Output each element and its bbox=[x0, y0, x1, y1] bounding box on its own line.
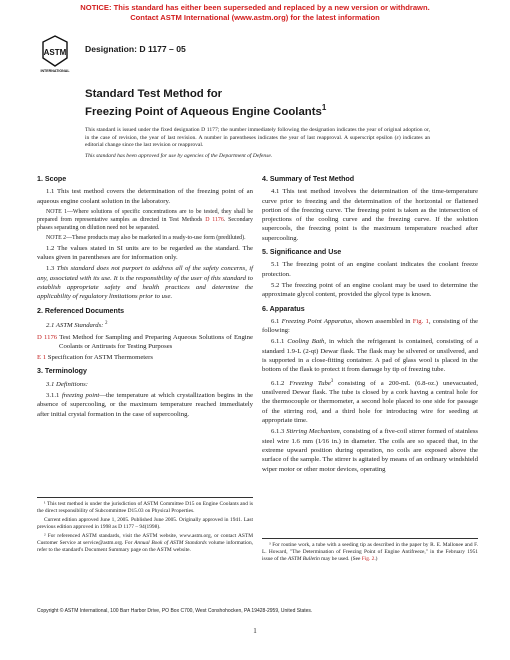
svg-text:ASTM: ASTM bbox=[43, 48, 67, 57]
note-2: NOTE 2—These products may also be marketed in a ready-to-use form (prediluted). bbox=[46, 234, 246, 241]
svg-text:INTERNATIONAL: INTERNATIONAL bbox=[40, 69, 70, 73]
right-column bbox=[262, 170, 478, 476]
footnotes-left bbox=[37, 497, 253, 556]
para-6-1-2: 6.1.2 Freezing Tube$^3$ consisting of a 200-mL (6.8-oz.) unevacuated, unsilvered Dewar flask. The tube is closed by a cork having a central hole for the thermocouple or thermometer, a second hole placed to one side for passage of the stirring rod, and a third hole for introducing wire for seeding at appropriate time. bbox=[262, 378, 479, 425]
ref-item-d1176: D 1176 Test Method for Sampling and Preparing Aqueous Solutions of Engine Coolants or Antirusts for Testing Purposes bbox=[37, 333, 253, 350]
para-1-1: 1.1 This test method covers the determination of the freezing point of an aqueous engine coolant solution in the laboratory. bbox=[37, 188, 253, 205]
notice-line-1: NOTICE: This standard has either been superseded and replaced by a new version or withdrawn. bbox=[80, 3, 430, 12]
link-fig-2[interactable]: Fig. 2 bbox=[361, 556, 375, 562]
link-ref-e1[interactable]: E 1 bbox=[37, 354, 47, 362]
para-3-1-1: 3.1.1 freezing point—the temperature at which crystallization begins in the absence of supercooling, or the maximum temperature reached immediately after initial crystal formation in the case of supercooling. bbox=[37, 391, 253, 418]
heading-significance: 5. Significance and Use bbox=[262, 248, 342, 257]
astm-logo bbox=[40, 34, 70, 74]
para-1-2: 1.2 The values stated in SI units are to be regarded as the standard. The values given in parentheses are for information only. bbox=[37, 244, 253, 262]
para-5-2: 5.2 The freezing point of an engine coolant may be used to determine the approximate glycol content, provided the glycol type is known. bbox=[262, 281, 478, 299]
heading-scope: 1. Scope bbox=[37, 175, 67, 183]
footnote-3: ³ For routine work, a tube with a seeding tip as described in the paper by R. E. Mallonee and F. L. Howard, "The Determination of Freezing Point of Engine Antifreeze," in the February 1951 issue of the ASTM Bulletin may be used. (See Fig. 2.) bbox=[262, 542, 478, 562]
para-2-1: 2.1 ASTM Standards: $^2$ bbox=[46, 320, 108, 330]
para-3-1: 3.1 Definitions: bbox=[46, 380, 88, 388]
link-d1176[interactable]: D 1176 bbox=[205, 216, 224, 223]
para-6-1-1: 6.1.1 Cooling Bath, in which the refrigerant is contained, consisting of a standard 1.9-L (2-qt) Dewar flask. The flask may be silvered or unsilvered, and is supported in a close-fitting container. A pad of glass wool is placed in the bottom of the flask to protect it from damage by tip of freezing tube. bbox=[262, 338, 479, 374]
ref-item-e1: E 1 Specification for ASTM Thermometers bbox=[37, 354, 153, 362]
footnote-1-edition: Current edition approved June 1, 2005. Published June 2005. Originally approved in 1941. Last previous edition approved in 1998 as D 1177 – 94(1998). bbox=[37, 517, 253, 530]
para-6-1: 6.1 Freezing Point Apparatus, shown assembled in Fig. 1, consisting of the following: bbox=[262, 317, 478, 335]
heading-referenced-documents: 2. Referenced Documents bbox=[37, 306, 125, 315]
footnotes-right bbox=[262, 538, 478, 565]
heading-apparatus: 6. Apparatus bbox=[262, 304, 305, 313]
copyright-line: Copyright © ASTM International, 100 Barr Harbor Drive, PO Box C700, West Conshohocken, PA 19428-2959, United States. bbox=[37, 608, 313, 614]
notice-line-2: Contact ASTM International (www.astm.org) for the latest information bbox=[130, 13, 380, 22]
document-title bbox=[85, 88, 326, 119]
footnote-2: ² For referenced ASTM standards, visit the ASTM website, www.astm.org, or contact ASTM Customer Service at service@astm.org. For Annual Book of ASTM Standards volume information, refer to the standard's Document Summary page on the ASTM website. bbox=[37, 533, 253, 553]
heading-summary: 4. Summary of Test Method bbox=[262, 175, 355, 183]
para-5-1: 5.1 The freezing point of an engine coolant indicates the coolant freeze protection. bbox=[262, 261, 478, 278]
footnote-1: ¹ This test method is under the jurisdiction of ASTM Committee D15 on Engine Coolants and is the direct responsibility of Subcommittee D15.03 on Physical Properties. bbox=[37, 501, 253, 514]
issuance-statement: This standard is issued under the fixed designation D 1177; the number immediately following the designation indicates the year of original adoption or, in the case of revision, the year of last revision. A number in parentheses indicates the year of last reapproval. A superscript epsilon (ε) indicates an editorial change since the last revision or reapproval. bbox=[85, 127, 430, 149]
designation: Designation: D 1177 – 05 bbox=[85, 44, 186, 54]
title-line-2: Freezing Point of Aqueous Engine Coolants$^1$ bbox=[85, 103, 327, 118]
para-1-3: 1.3 This standard does not purport to address all of the safety concerns, if any, associated with its use. It is the responsibility of the user of this standard to establish appropriate safety and health practices and determine the applicability of regulatory limitations prior to use. bbox=[37, 265, 253, 301]
para-6-1-3: 6.1.3 Stirring Mechanism, consisting of a five-coil stirrer formed of stainless steel wire 1.6 mm (1⁄16 in.) in diameter. The coils are so spaced that, in the extreme upward position during operation, no coils are exposed above the surface of the sample. The stirrer is agitated by means of an ordinary windshield wiper motor or other motor devices, operating bbox=[262, 428, 479, 473]
withdrawal-notice bbox=[0, 3, 510, 23]
title-line-1: Standard Test Method for bbox=[85, 88, 223, 100]
link-fig-1[interactable]: Fig. 1 bbox=[412, 317, 429, 325]
left-column bbox=[37, 170, 253, 421]
heading-terminology: 3. Terminology bbox=[37, 367, 87, 376]
para-4-1: 4.1 This test method involves the determination of the time-temperature curve prior to freezing and the determination of the horizontal or flattened portion of the freezing curve. The freezing point is taken as the intersection of projections of the cooling curve and the freezing curve. If the solution supercools, the freezing point is the maximum temperature reached after supercooling. bbox=[262, 188, 478, 242]
page-number: 1 bbox=[253, 627, 257, 635]
note-1: NOTE 1—Where solutions of specific concentrations are to be tested, they shall be prepared from representative samples as directed in Test Methods D 1176. Secondary phases separating on dilution need not be separated. bbox=[37, 208, 253, 231]
defense-approval-note: This standard has been approved for use by agencies of the Department of Defense. bbox=[85, 153, 273, 159]
link-ref-d1176[interactable]: D 1176 bbox=[37, 333, 58, 341]
